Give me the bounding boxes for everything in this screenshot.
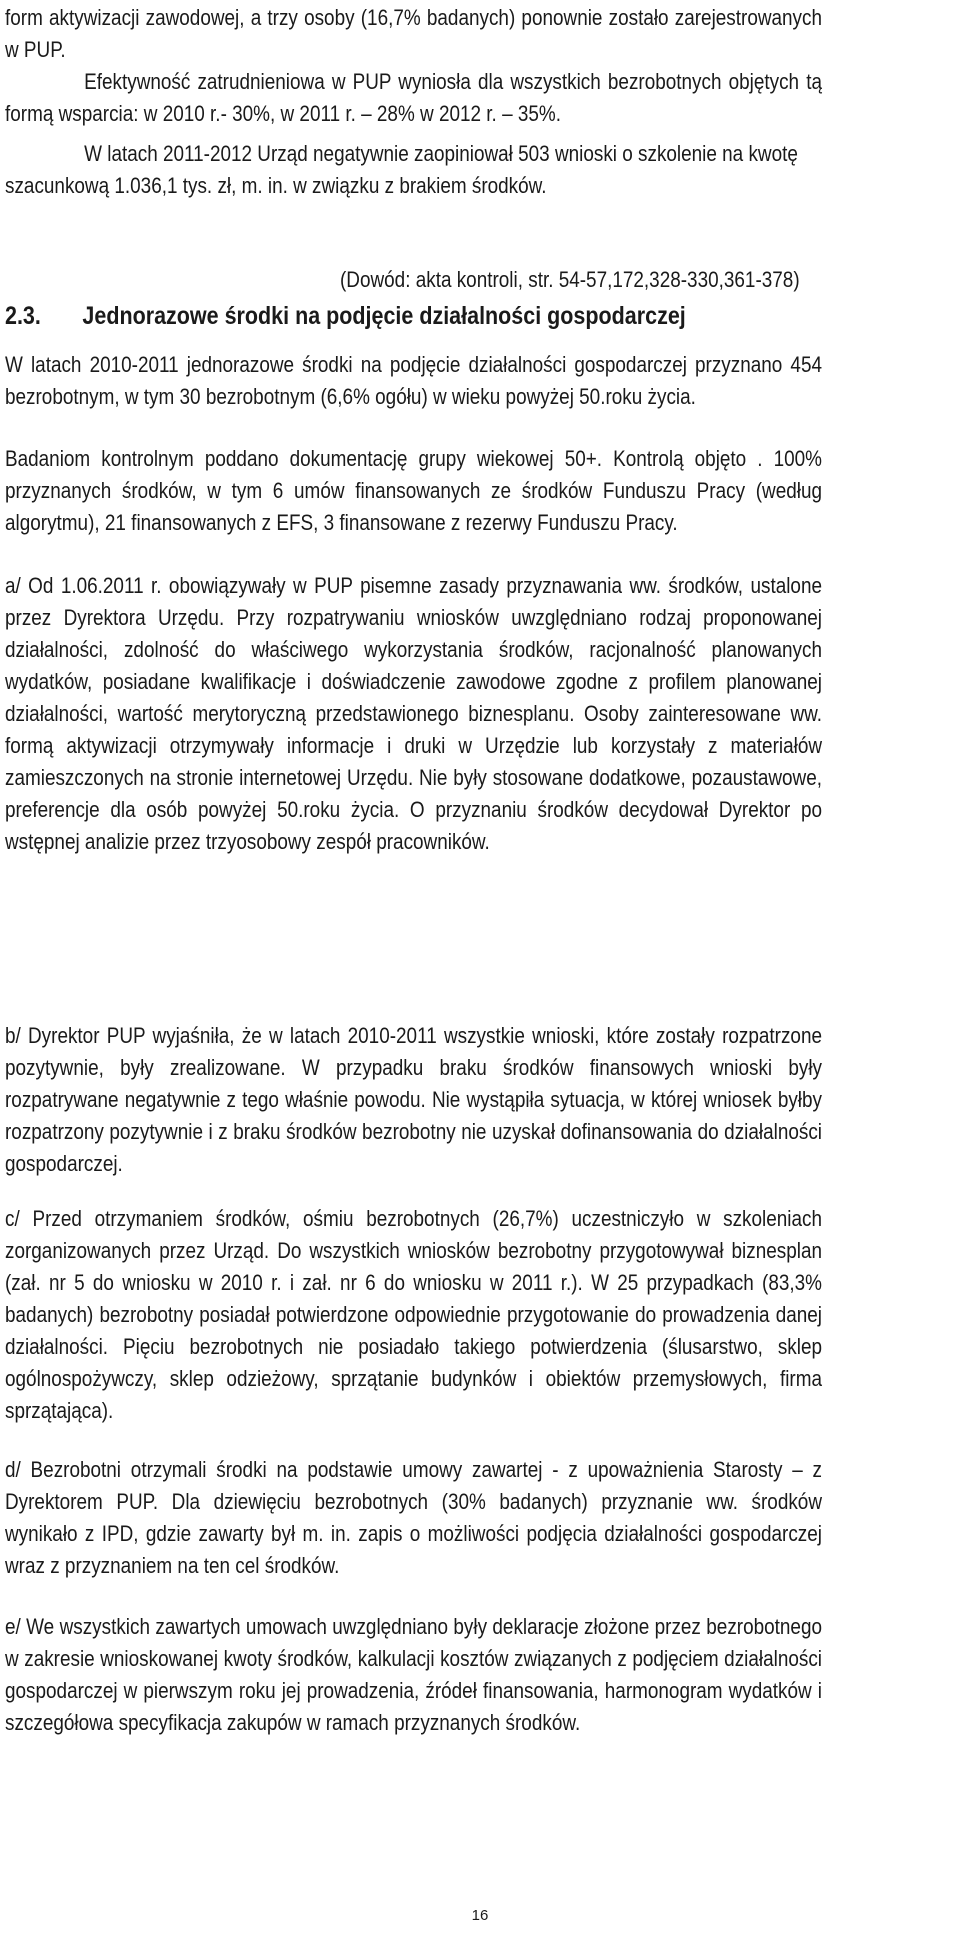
effectiveness-paragraph: Efektywność zatrudnieniowa w PUP wyniosła dla wszystkich bezrobotnych objętych tą formą wsparcia: w 2010 r.- 30%, w 2011 r. – 28% w 2012 r. – 35%. bbox=[5, 69, 823, 126]
section-title: Jednorazowe środki na podjęcie działalności gospodarczej bbox=[82, 302, 686, 330]
evidence-reference: (Dowód: akta kontroli, str. 54-57,172,328-330,361-378) bbox=[340, 267, 800, 292]
intro-paragraph: form aktywizacji zawodowej, a trzy osoby (16,7% badanych) ponownie zostało zarejestrowanych w PUP. bbox=[5, 5, 822, 62]
paragraph-control-scope: Badaniom kontrolnym poddano dokumentację grupy wiekowej 50+. Kontrolą objęto . 100% przyznanych środków, w tym 6 umów finansowanych ze środków Funduszu Pracy (według algorytmu), 21 finansowanych z EFS, 3 finansowane z rezerwy Funduszu Pracy. bbox=[5, 446, 822, 535]
paragraph-a-rules: a/ Od 1.06.2011 r. obowiązywały w PUP pisemne zasady przyznawania ww. środków, ustalone przez Dyrektora Urzędu. Przy rozpatrywaniu wniosków uwzględniano rodzaj proponowanej działalności, zdolność do właściwego wykorzystania środków, racjonalność planowanych wydatków, posiadane kwalifikacje i doświadczenie zawodowe zgodne z profilem planowanej działalności, wartość merytoryczną przedstawionego biznesplanu. Osoby zainteresowane ww. formą aktywizacji otrzymywały informacje i druki w Urzędzie lub korzystały z materiałów zamieszczonych na stronie internetowej Urzędu. Nie były stosowane dodatkowe, pozaustawowe, preferencje dla osób powyżej 50.roku życia. O przyznaniu środków decydował Dyrektor po wstępnej analizie przez trzyosobowy zespół pracowników. bbox=[5, 573, 822, 854]
paragraph-allocation-summary: W latach 2010-2011 jednorazowe środki na podjęcie działalności gospodarczej przyznano 454 bezrobotnym, w tym 30 bezrobotnym (6,6% ogółu) w wieku powyżej 50.roku życia. bbox=[5, 352, 822, 409]
paragraph-d-agreements: d/ Bezrobotni otrzymali środki na podstawie umowy zawartej - z upoważnienia Starosty – z Dyrektorem PUP. Dla dziewięciu bezrobotnych (30% badanych) przyznanie ww. środków wynikało z IPD, gdzie zawarty był m. in. zapis o możliwości podjęcia działalności gospodarczej wraz z przyznaniem na ten cel środków. bbox=[5, 1457, 822, 1578]
section-number: 2.3. bbox=[5, 302, 41, 330]
paragraph-c-training: c/ Przed otrzymaniem środków, ośmiu bezrobotnych (26,7%) uczestniczyło w szkoleniach zorganizowanych przez Urząd. Do wszystkich wniosków bezrobotny przygotowywał biznesplan (zał. nr 5 do wniosku w 2010 r. i zał. nr 6 do wniosku w 2011 r.). W 25 przypadkach (83,3% badanych) bezrobotny posiadał potwierdzone odpowiednie przygotowanie do prowadzenia danej działalności. Pięciu bezrobotnych nie posiadało takiego potwierdzenia (ślusarstwo, sklep ogólnospożywczy, sklep odzieżowy, sprzątanie budynków i obiektów przemysłowych, firma sprzątająca). bbox=[5, 1206, 822, 1423]
section-heading bbox=[5, 298, 822, 334]
paragraph-b-explanation: b/ Dyrektor PUP wyjaśniła, że w latach 2010-2011 wszystkie wnioski, które zostały rozpatrzone pozytywnie, były zrealizowane. W przypadku braku środków finansowych wnioski były rozpatrywane negatywnie z tego właśnie powodu. Nie wystąpiła sytuacja, w której wniosek byłby rozpatrzony pozytywnie i z braku środków bezrobotny nie uzyskał dofinansowania do działalności gospodarczej. bbox=[5, 1023, 822, 1176]
negative-opinions-paragraph: W latach 2011-2012 Urząd negatywnie zaopiniował 503 wnioski o szkolenie na kwotę szacunkową 1.036,1 tys. zł, m. in. w związku z brakiem środków. bbox=[5, 141, 798, 198]
paragraph-e-declarations: e/ We wszystkich zawartych umowach uwzględniano były deklaracje złożone przez bezrobotnego w zakresie wnioskowanej kwoty środków, kalkulacji kosztów związanych z podjęciem działalności gospodarczej w pierwszym roku jej prowadzenia, źródeł finansowania, harmonogram wydatków i szczegółowa specyfikacja zakupów w ramach przyznanych środków. bbox=[5, 1614, 822, 1735]
page-number: 16 bbox=[471, 1907, 489, 1924]
